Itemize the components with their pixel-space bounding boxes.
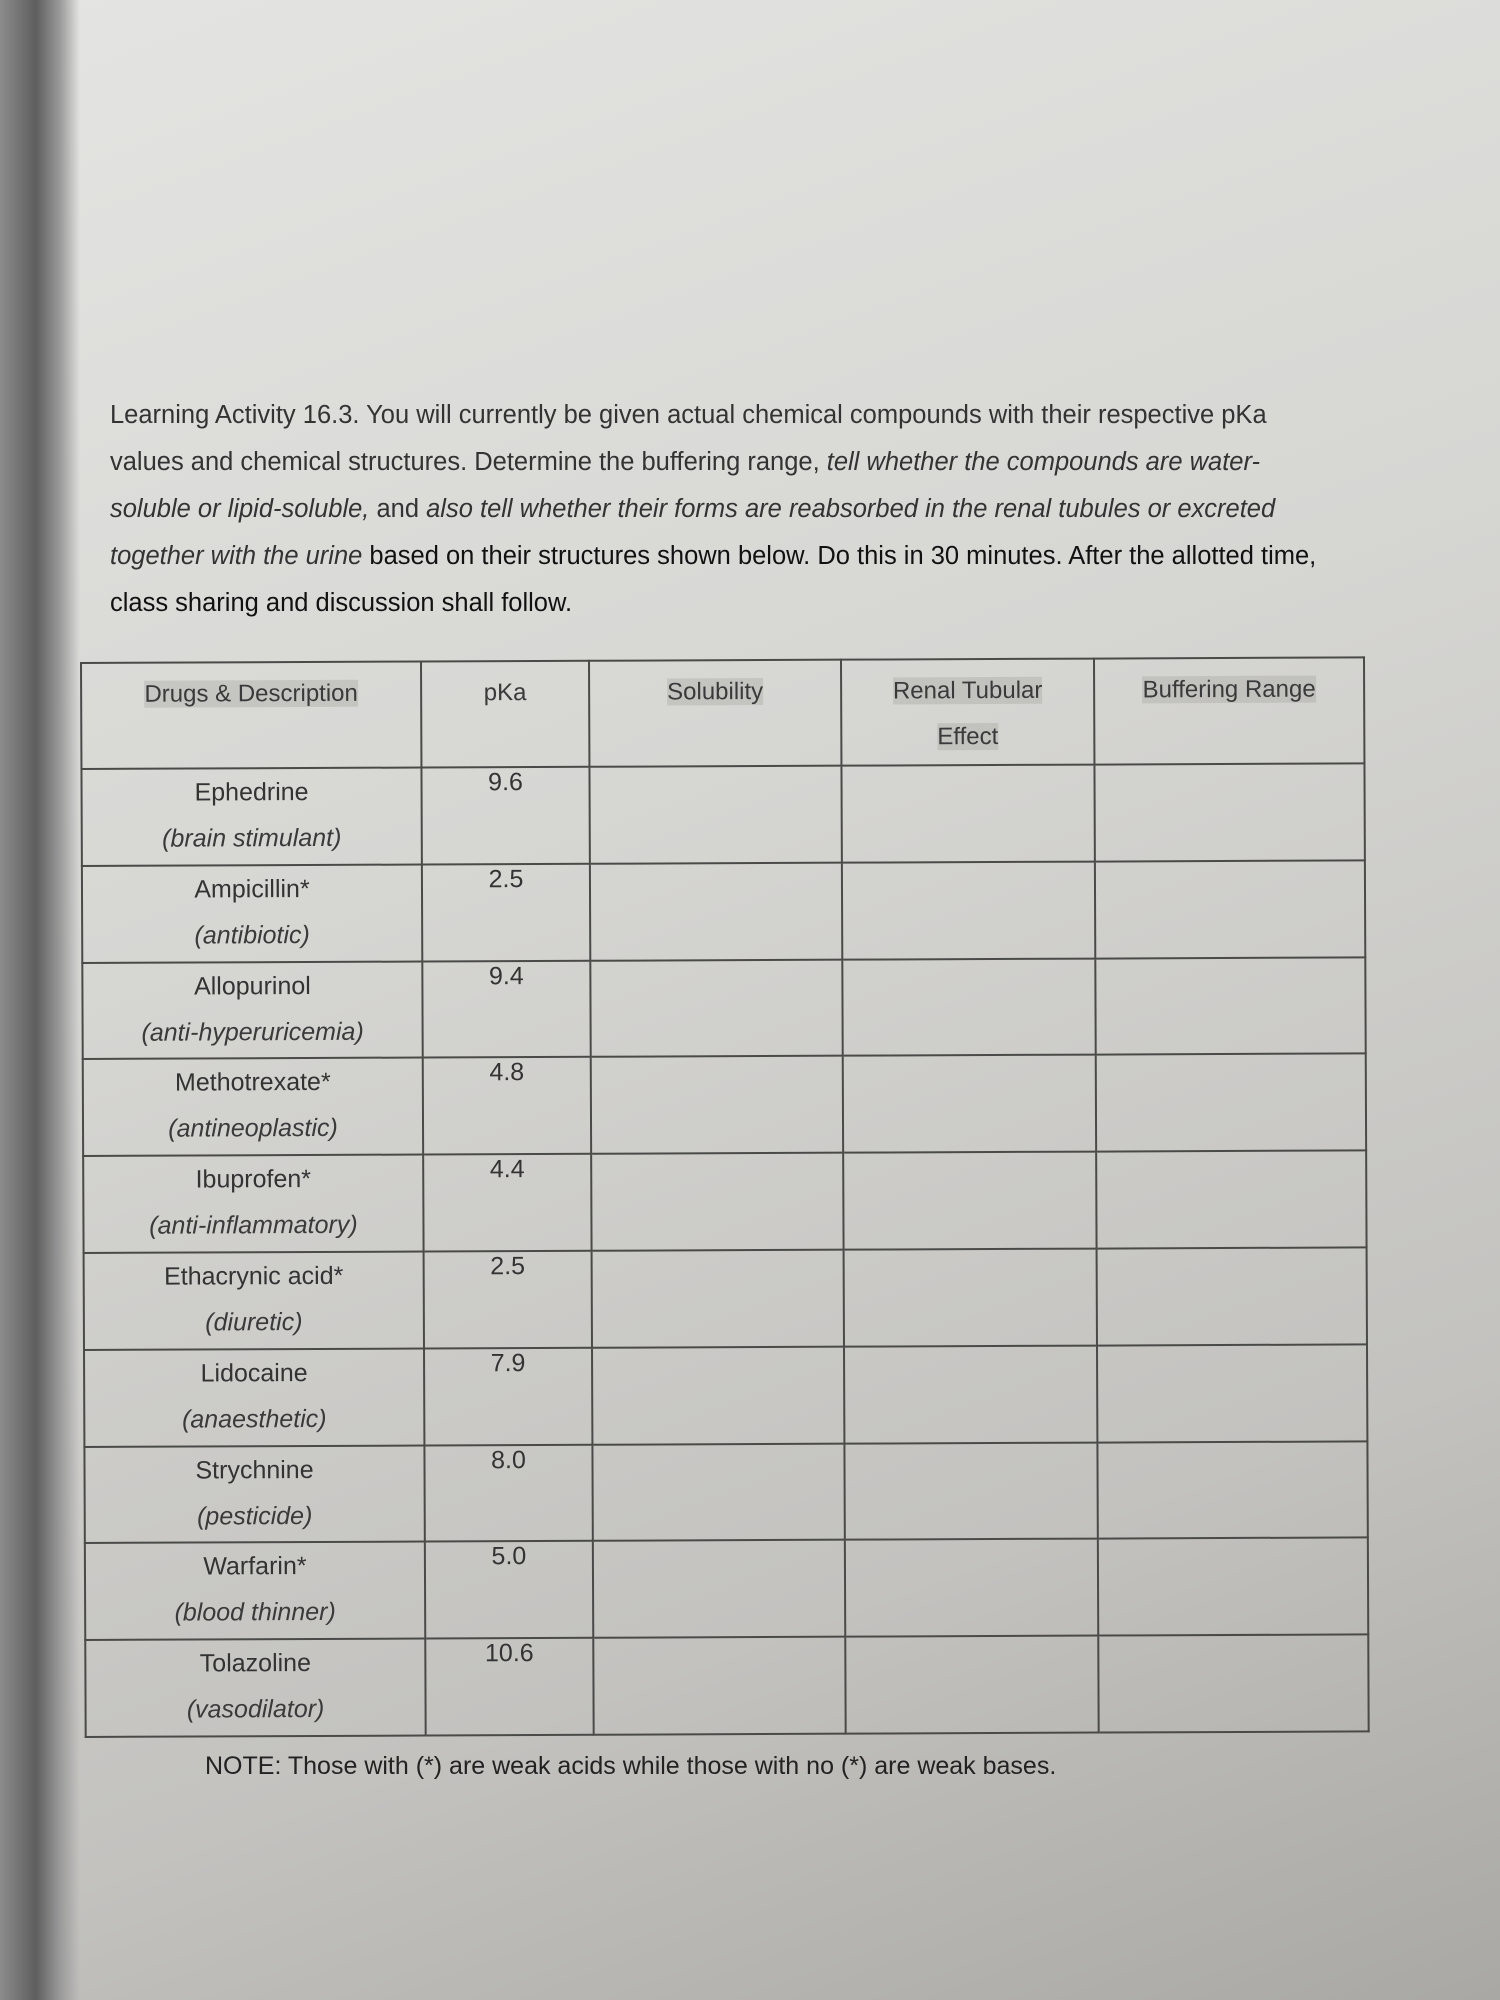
activity-instructions [110,392,1320,627]
buffering-range-cell[interactable] [1094,763,1364,861]
buffering-range-cell[interactable] [1095,957,1365,1055]
table-row [82,957,1365,1059]
buffering-range-cell[interactable] [1095,860,1365,958]
header-drugs: Drugs & Description [81,662,421,769]
header-renal-tubular-effect: Renal Tubular Effect [841,659,1094,766]
renal-effect-cell[interactable] [842,861,1095,959]
pka-cell: 8.0 [424,1444,592,1542]
buffering-range-cell[interactable] [1097,1247,1367,1345]
header-pka: pKa [421,661,589,768]
drug-cell: Lidocaine (anaesthetic) [84,1348,424,1446]
drug-cell: Strychnine (pesticide) [84,1445,424,1543]
renal-effect-cell[interactable] [843,1055,1096,1153]
renal-effect-cell[interactable] [845,1636,1098,1734]
instructions-mid: and [369,495,427,523]
instructions-italic-solubility: tell whether the compounds are water-soluble or lipid-soluble, [110,448,1261,523]
buffering-range-cell[interactable] [1097,1344,1367,1442]
solubility-cell[interactable] [593,1540,845,1638]
solubility-cell[interactable] [589,766,841,864]
drug-cell: Ephedrine (brain stimulant) [81,768,421,866]
table-row [82,860,1365,962]
drug-cell: Tolazoline (vasodilator) [85,1639,425,1737]
table-row [84,1441,1367,1543]
pka-cell: 4.8 [423,1057,591,1155]
buffering-range-cell[interactable] [1096,1054,1366,1152]
solubility-cell[interactable] [592,1346,844,1444]
renal-effect-cell[interactable] [843,1152,1096,1250]
drug-cell: Ibuprofen* (anti-inflammatory) [83,1155,423,1253]
table-row [85,1538,1368,1640]
drug-cell: Warfarin* (blood thinner) [85,1542,425,1640]
buffering-range-cell[interactable] [1098,1635,1368,1733]
table-header-row [81,657,1364,769]
buffering-range-cell[interactable] [1096,1151,1366,1249]
instructions-tail: based on their structures shown below. [362,542,811,570]
pka-cell: 9.6 [421,767,589,865]
instructions-end: Do this in 30 minutes. After the allotted time, class sharing and discussion shall follow. [110,542,1317,617]
instructions-italic-renal: also tell whether their forms are reabsorbed in the renal tubules or excreted together with the urine [110,495,1276,570]
pka-cell: 2.5 [422,864,590,962]
pka-cell: 4.4 [423,1154,591,1252]
renal-effect-cell[interactable] [841,765,1094,863]
renal-effect-cell[interactable] [844,1442,1097,1540]
pka-cell: 10.6 [425,1638,593,1736]
table-row [83,1151,1366,1253]
renal-effect-cell[interactable] [845,1539,1098,1637]
solubility-cell[interactable] [590,959,842,1057]
table-row [85,1635,1368,1737]
drug-cell: Ethacrynic acid* (diuretic) [84,1251,424,1349]
table-row [84,1247,1367,1349]
worksheet-page [80,0,1500,2000]
drug-cell: Allopurinol (anti-hyperuricemia) [82,961,422,1059]
book-binding-shadow [0,0,80,2000]
instructions-lead: Learning Activity 16.3. You will currently be given actual chemical compounds with their respective pKa values and chemical structures. Determine the buffering range, [110,401,1267,476]
weak-acid-base-note: NOTE: Those with (*) are weak acids while those with no (*) are weak bases. [205,1752,1057,1780]
table-row [84,1344,1367,1446]
table-row [83,1054,1366,1156]
solubility-cell[interactable] [591,1153,843,1251]
buffering-range-cell[interactable] [1097,1441,1367,1539]
header-solubility: Solubility [589,660,841,767]
solubility-cell[interactable] [590,862,842,960]
solubility-cell[interactable] [592,1250,844,1348]
renal-effect-cell[interactable] [842,958,1095,1056]
table-row [81,763,1364,865]
drug-cell: Ampicillin* (antibiotic) [82,864,422,962]
solubility-cell[interactable] [591,1056,843,1154]
buffering-range-cell[interactable] [1098,1538,1368,1636]
pka-cell: 2.5 [424,1251,592,1349]
pka-cell: 7.9 [424,1348,592,1446]
pka-cell: 9.4 [422,960,590,1058]
renal-effect-cell[interactable] [844,1345,1097,1443]
renal-effect-cell[interactable] [844,1249,1097,1347]
solubility-cell[interactable] [593,1637,845,1735]
pka-cell: 5.0 [425,1541,593,1639]
drug-cell: Methotrexate* (antineoplastic) [83,1058,423,1156]
solubility-cell[interactable] [592,1443,844,1541]
drug-table [80,656,1370,1738]
header-buffering-range: Buffering Range [1094,657,1364,764]
